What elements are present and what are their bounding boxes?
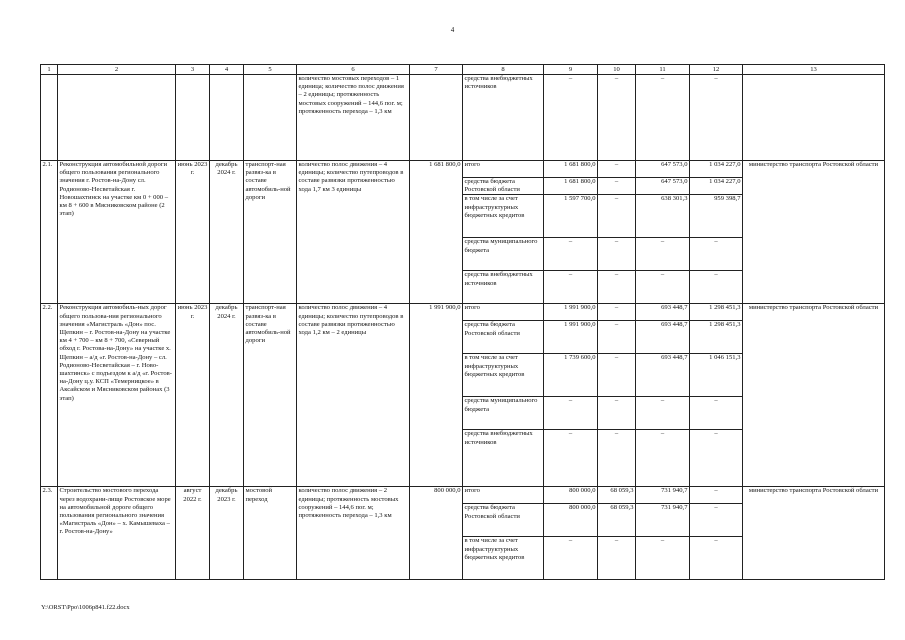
value-cell: 1 298 451,3 (690, 321, 743, 354)
funding-source: итого (463, 304, 544, 321)
value-cell: – (544, 238, 598, 271)
value-cell: 1 991 900,0 (544, 304, 598, 321)
project-name: Реконструкция автомобиль-ных дорог общего пользова-ния регионального значения «Магистраль «Дон» пос. Щепкин – г. Ростов-на-Дону на участке км 4 + 700 – км 8 + 700, «Северный обход г. Ростова-на-Дону» на участке х. Щепкин – а/д «г. Ростов-на-Дону – сл. Родионово-Несветайская – г. Ново-шахтинск» с подъездом к а/д «г. Ростов-на-Дону ц.у. КСП «Темерницкое» в Аксайском и Мясниковском районах (3 этап) (58, 304, 176, 487)
start-date: август 2022 г. (176, 487, 210, 580)
project-row (41, 161, 885, 178)
characteristics-cell: количество мостовых переходов – 1 единица; количество полос движения – 2 единицы; протяженность мостовых сооружений – 144,6 пог. м; протяженность перехода – 1,3 км (297, 75, 410, 161)
end-date: декабрь 2024 г. (210, 304, 244, 487)
header-cell: 8 (463, 65, 544, 75)
value-cell: – (690, 487, 743, 504)
value-cell: 1 739 600,0 (544, 354, 598, 397)
characteristics-cell: количество полос движения – 4 единицы; количество путепроводов в составе развязки протяженностью хода 1,2 км – 2 единицы (297, 304, 410, 487)
curator: министерство транспорта Ростовской области (743, 487, 885, 580)
funding-source: средства бюджета Ростовской области (463, 178, 544, 195)
end-date: декабрь 2023 г. (210, 487, 244, 580)
value-cell: – (598, 195, 636, 238)
value-cell: 800 000,0 (544, 504, 598, 537)
value-cell: 731 940,7 (636, 487, 690, 504)
value-cell: – (690, 271, 743, 304)
value-cell: – (636, 430, 690, 487)
project-row (41, 487, 885, 504)
end-date: декабрь 2024 г. (210, 161, 244, 304)
value-cell: 731 940,7 (636, 504, 690, 537)
funding-source: средства муниципального бюджета (463, 238, 544, 271)
total-cost: 800 000,0 (410, 487, 463, 580)
value-cell: 959 398,7 (690, 195, 743, 238)
funding-source: в том числе за счет инфраструктурных бюджетных кредитов (463, 354, 544, 397)
value-cell: – (544, 397, 598, 430)
file-path-footer: Y:\ORST\Ppo\1006p841.f22.docx (41, 604, 130, 611)
value-cell: 693 448,7 (636, 321, 690, 354)
value-cell: 1 991 900,0 (544, 321, 598, 354)
project-number: 2.1. (41, 161, 58, 304)
header-cell: 10 (598, 65, 636, 75)
value-cell: – (598, 430, 636, 487)
funding-source: в том числе за счет инфраструктурных бюджетных кредитов (463, 195, 544, 238)
funding-source: итого (463, 487, 544, 504)
header-cell: 7 (410, 65, 463, 75)
value-cell: 1 034 227,0 (690, 178, 743, 195)
header-cell: 9 (544, 65, 598, 75)
header-cell: 13 (743, 65, 885, 75)
header-cell: 4 (210, 65, 244, 75)
project-name: Реконструкция автомобильной дороги общего пользования регионального значения г. Ростов-на-Дону сл. Родионово-Несветайская г. Новошахтинск на участке км 0 + 000 – км 8 + 600 в Мясниковском районе (2 этап) (58, 161, 176, 304)
project-number: 2.2. (41, 304, 58, 487)
value-cell: 1 597 700,0 (544, 195, 598, 238)
value-cell: 800 000,0 (544, 487, 598, 504)
value-cell: – (636, 75, 690, 161)
funding-source: средства бюджета Ростовской области (463, 321, 544, 354)
value-cell: – (690, 430, 743, 487)
value-cell: – (598, 304, 636, 321)
value-cell: – (636, 537, 690, 580)
value-cell: – (598, 178, 636, 195)
value-cell: – (598, 75, 636, 161)
object-type: мостовой переход (244, 487, 297, 580)
project-name: Строительство мостового перехода через водохрани-лище Ростовское море на автомобильной дороге общего пользования регионального значения «Магистраль «Дон» – х. Камышеваха – г. Ростов-на-Дону» (58, 487, 176, 580)
value-cell: – (636, 238, 690, 271)
value-cell: – (598, 397, 636, 430)
value-cell: 638 301,3 (636, 195, 690, 238)
value-cell: – (690, 397, 743, 430)
value-cell: – (544, 271, 598, 304)
funding-source: в том числе за счет инфраструктурных бюджетных кредитов (463, 537, 544, 580)
value-cell: – (598, 238, 636, 271)
value-cell: – (598, 537, 636, 580)
value-cell: 693 448,7 (636, 304, 690, 321)
value-cell: 647 573,0 (636, 161, 690, 178)
curator: министерство транспорта Ростовской области (743, 304, 885, 487)
funding-source: средства внебюджетных источников (463, 271, 544, 304)
value-cell: 647 573,0 (636, 178, 690, 195)
curator: министерство транспорта Ростовской области (743, 161, 885, 304)
value-cell: 693 448,7 (636, 354, 690, 397)
header-cell: 6 (297, 65, 410, 75)
project-number: 2.3. (41, 487, 58, 580)
header-cell: 5 (244, 65, 297, 75)
page-number: 4 (450, 26, 455, 34)
value-cell: 1 034 227,0 (690, 161, 743, 178)
project-row (41, 304, 885, 321)
object-type: транспорт-ная развяз-ка в составе автомобиль-ной дороги (244, 161, 297, 304)
value-cell: 68 059,3 (598, 504, 636, 537)
header-cell: 1 (41, 65, 58, 75)
start-date: июнь 2023 г. (176, 161, 210, 304)
value-cell: – (544, 75, 598, 161)
value-cell: – (690, 537, 743, 580)
funding-source: средства бюджета Ростовской области (463, 504, 544, 537)
total-cost: 1 991 900,0 (410, 304, 463, 487)
value-cell: – (636, 397, 690, 430)
value-cell: 1 298 451,3 (690, 304, 743, 321)
characteristics-cell: количество полос движения – 2 единицы; протяженность мостовых сооружений – 144,6 пог. м; протяженность перехода – 1,3 км (297, 487, 410, 580)
funding-source: средства внебюджетных источников (463, 75, 544, 161)
value-cell: – (544, 430, 598, 487)
value-cell: 1 681 800,0 (544, 178, 598, 195)
characteristics-cell: количество полос движения – 4 единицы; количество путепроводов в составе развязки протяженностью хода 1,7 км 3 единицы (297, 161, 410, 304)
value-cell: 1 681 800,0 (544, 161, 598, 178)
continuation-row (41, 75, 885, 161)
header-cell: 12 (690, 65, 743, 75)
header-cell: 3 (176, 65, 210, 75)
value-cell: – (598, 354, 636, 397)
start-date: июнь 2023 г. (176, 304, 210, 487)
value-cell: – (598, 321, 636, 354)
value-cell: – (598, 271, 636, 304)
header-cell: 11 (636, 65, 690, 75)
value-cell: 1 046 151,3 (690, 354, 743, 397)
total-cost: 1 681 800,0 (410, 161, 463, 304)
funding-source: средства внебюджетных источников (463, 430, 544, 487)
projects-table (40, 64, 885, 580)
value-cell: – (598, 161, 636, 178)
object-type: транспорт-ная развяз-ка в составе автомобиль-ной дороги (244, 304, 297, 487)
value-cell: – (690, 504, 743, 537)
value-cell: – (690, 238, 743, 271)
value-cell: – (690, 75, 743, 161)
header-cell: 2 (58, 65, 176, 75)
header-row (41, 65, 885, 75)
value-cell: – (636, 271, 690, 304)
value-cell: – (544, 537, 598, 580)
value-cell: 68 059,3 (598, 487, 636, 504)
funding-source: средства муниципального бюджета (463, 397, 544, 430)
funding-source: итого (463, 161, 544, 178)
